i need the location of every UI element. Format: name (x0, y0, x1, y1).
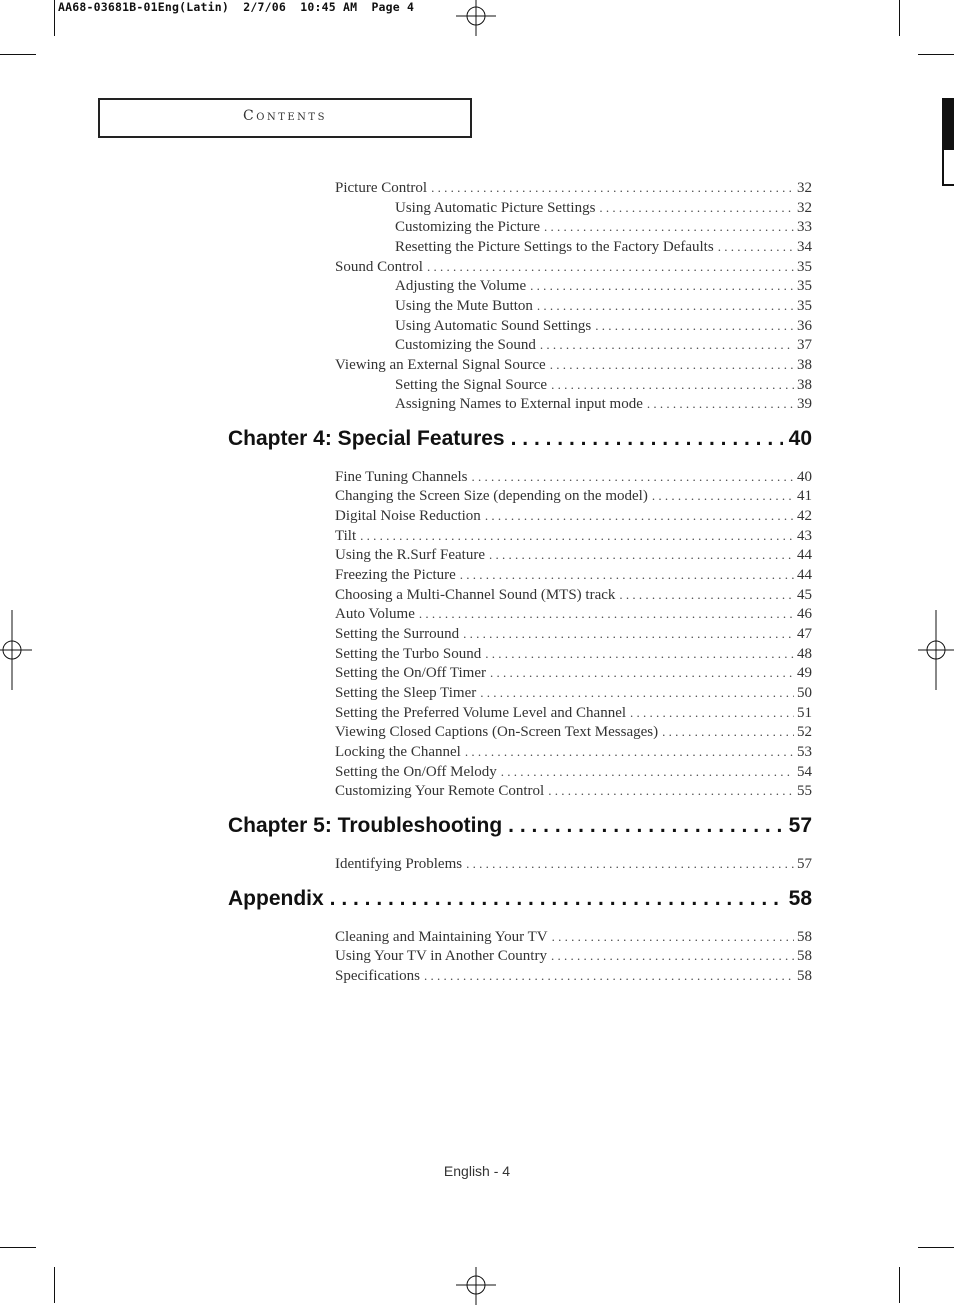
toc-page-number: 32 (797, 180, 812, 196)
toc-page-number: 33 (797, 219, 812, 236)
dot-leader (599, 200, 794, 216)
toc-entry-label: Locking the Channel (335, 743, 461, 760)
toc-entry-label: Setting the On/Off Timer (335, 665, 486, 682)
toc-page-number: 32 (797, 199, 812, 216)
chapter-heading[interactable] (228, 814, 812, 844)
toc-entry-label: Using Your TV in Another Country (335, 948, 547, 965)
chapter-title: Chapter 5: Troubleshooting (228, 813, 503, 837)
dot-leader (511, 427, 783, 451)
toc-entry-label: Using Automatic Picture Settings (395, 199, 596, 216)
toc-entry-label: Adjusting the Volume (395, 278, 527, 295)
dot-leader (537, 298, 794, 314)
dot-leader (472, 469, 794, 485)
toc-page-number: 58 (797, 967, 812, 984)
toc-page-number: 49 (797, 665, 812, 682)
toc-entry-label: Resetting the Picture Settings to the Factory Defaults (395, 238, 714, 255)
toc-entry[interactable] (335, 685, 812, 705)
toc-entry-label: Cleaning and Maintaining Your TV (335, 928, 548, 945)
toc-entry[interactable] (335, 929, 812, 949)
toc-entry-label: Identifying Problems (335, 855, 463, 872)
toc-entry[interactable] (335, 626, 812, 646)
toc-entry[interactable] (335, 469, 812, 489)
toc-entry-label: Setting the Turbo Sound (335, 645, 482, 662)
dot-leader (630, 705, 794, 721)
dot-leader (662, 724, 794, 740)
dot-leader (647, 396, 794, 412)
crop-mark (54, 0, 55, 36)
registration-mark-icon (916, 610, 954, 690)
toc-entry-label: Using the R.Surf Feature (335, 547, 485, 564)
chapter-title: Chapter 4: Special Features (228, 426, 505, 450)
dot-leader (489, 547, 794, 563)
chapter-page-number: 58 (788, 886, 812, 910)
chapter-page-number: 57 (788, 813, 812, 837)
toc-entry-label: Assigning Names to External input mode (395, 396, 643, 413)
dot-leader (718, 239, 794, 255)
toc-entry-label: Freezing the Picture (335, 567, 456, 584)
toc-entry[interactable] (335, 259, 812, 279)
toc-page-number: 45 (797, 586, 812, 603)
toc-entry[interactable] (335, 783, 812, 803)
toc-entry-label: Using the Mute Button (395, 297, 533, 314)
toc-entry[interactable] (335, 606, 812, 626)
toc-entry-label: Setting the Preferred Volume Level and Channel (335, 704, 627, 721)
dot-leader (540, 337, 794, 353)
dot-leader (419, 606, 794, 622)
toc-entry-label: Customizing Your Remote Control (335, 783, 545, 800)
toc-entry[interactable] (335, 705, 812, 725)
toc-page-number: 47 (797, 626, 812, 642)
toc-subentry[interactable] (395, 298, 812, 318)
toc-subentry[interactable] (395, 396, 812, 416)
toc-page-number: 42 (797, 508, 812, 525)
dot-leader (466, 856, 794, 872)
toc-entry[interactable] (335, 856, 812, 876)
toc-entry[interactable] (335, 968, 812, 988)
toc-subentry[interactable] (395, 337, 812, 357)
dot-leader (330, 887, 783, 911)
toc-page-number: 41 (797, 488, 812, 505)
toc-page-number: 40 (797, 468, 812, 485)
toc-page-number: 58 (797, 928, 812, 945)
toc-subentry[interactable] (395, 239, 812, 259)
toc-page-number: 38 (797, 356, 812, 373)
toc-entry-label: Specifications (335, 967, 420, 984)
toc-page-number: 35 (797, 278, 812, 295)
dot-leader (550, 357, 794, 373)
chapter-tab (942, 98, 954, 150)
toc-entry[interactable] (335, 948, 812, 968)
page-title: Contents (243, 108, 327, 124)
crop-mark (918, 1247, 954, 1248)
toc-page-number: 39 (797, 396, 812, 413)
dot-leader (548, 783, 794, 799)
registration-mark-icon (0, 610, 36, 690)
toc-entry[interactable] (335, 724, 812, 744)
crop-mark (918, 54, 954, 55)
toc-entry-label: Changing the Screen Size (depending on the model) (335, 488, 648, 505)
dot-leader (431, 180, 794, 196)
toc-subentry[interactable] (395, 200, 812, 220)
dot-leader (360, 528, 794, 544)
registration-mark-icon (456, 1265, 496, 1305)
dot-leader (619, 587, 794, 603)
toc-page-number: 51 (797, 704, 812, 721)
crop-mark (899, 1267, 900, 1303)
toc-entry[interactable] (335, 528, 812, 548)
dot-leader (460, 567, 794, 583)
toc-entry-label: Viewing Closed Captions (On-Screen Text Messages) (335, 724, 659, 741)
toc-page-number: 53 (797, 743, 812, 760)
chapter-heading[interactable] (228, 427, 812, 457)
toc-entry[interactable] (335, 508, 812, 528)
crop-mark (54, 1267, 55, 1303)
toc-entry-label: Viewing an External Signal Source (335, 356, 546, 373)
toc-entry[interactable] (335, 744, 812, 764)
registration-mark-icon (456, 0, 496, 38)
toc-page-number: 34 (797, 238, 812, 255)
toc-page-number: 48 (797, 645, 812, 662)
dot-leader (501, 764, 794, 780)
toc-entry-label: Setting the Sleep Timer (335, 684, 477, 701)
toc-entry-label: Setting the Surround (335, 626, 460, 642)
dot-leader (490, 665, 794, 681)
chapter-heading[interactable] (228, 887, 812, 917)
chapter-tab-outline (942, 150, 954, 186)
toc-entry-label: Tilt (335, 527, 357, 544)
dot-leader (463, 626, 794, 642)
dot-leader (480, 685, 794, 701)
crop-mark (0, 54, 36, 55)
dot-leader (508, 814, 782, 838)
toc-page-number: 58 (797, 948, 812, 965)
dot-leader (544, 219, 794, 235)
toc-entry[interactable] (335, 357, 812, 377)
toc-entry[interactable] (335, 180, 812, 200)
toc-entry-label: Fine Tuning Channels (335, 468, 468, 485)
toc-page-number: 46 (797, 606, 812, 623)
toc-page-number: 43 (797, 527, 812, 544)
toc-subentry[interactable] (395, 219, 812, 239)
dot-leader (424, 968, 794, 984)
toc-entry-label: Choosing a Multi-Channel Sound (MTS) track (335, 586, 616, 603)
toc-entry[interactable] (335, 488, 812, 508)
toc-entry-label: Sound Control (335, 258, 423, 275)
toc-entry[interactable] (335, 547, 812, 567)
dot-leader (551, 377, 794, 393)
contents-header-box (98, 98, 472, 138)
toc-entry[interactable] (335, 587, 812, 607)
crop-mark (899, 0, 900, 36)
toc-entry[interactable] (335, 665, 812, 685)
toc-page-number: 38 (797, 376, 812, 393)
dot-leader (485, 646, 794, 662)
toc-entry[interactable] (335, 646, 812, 666)
toc-page-number: 44 (797, 567, 812, 584)
toc-entry-label: Picture Control (335, 180, 428, 196)
toc-entry-label: Setting the Signal Source (395, 376, 548, 393)
chapter-page-number: 40 (788, 426, 812, 450)
toc-subentry[interactable] (395, 377, 812, 397)
toc-entry-label: Digital Noise Reduction (335, 508, 481, 525)
chapter-title: Appendix (228, 886, 324, 910)
toc-page-number: 50 (797, 684, 812, 701)
toc-entry-label: Setting the On/Off Melody (335, 763, 497, 780)
page-footer: English - 4 (443, 1163, 511, 1179)
dot-leader (652, 488, 794, 504)
toc-page-number: 52 (797, 724, 812, 741)
dot-leader (465, 744, 794, 760)
dot-leader (530, 278, 794, 294)
toc-subentry[interactable] (395, 318, 812, 338)
toc-entry[interactable] (335, 764, 812, 784)
toc-page-number: 54 (797, 763, 812, 780)
toc-entry-label: Auto Volume (335, 606, 415, 623)
toc-entry-label: Customizing the Picture (395, 219, 540, 236)
printer-slug: AA68-03681B-01Eng(Latin) 2/7/06 10:45 AM Page 4 (58, 0, 415, 14)
toc-entry[interactable] (335, 567, 812, 587)
toc-page-number: 35 (797, 258, 812, 275)
toc-entry-label: Customizing the Sound (395, 337, 536, 354)
crop-mark (0, 1247, 36, 1248)
dot-leader (427, 259, 794, 275)
toc-page-number: 36 (797, 317, 812, 334)
dot-leader (551, 948, 794, 964)
dot-leader (552, 929, 794, 945)
toc-page-number: 57 (797, 855, 812, 872)
toc-entry-label: Using Automatic Sound Settings (395, 317, 592, 334)
toc-page-number: 55 (797, 783, 812, 800)
toc-page-number: 37 (797, 337, 812, 354)
dot-leader (485, 508, 794, 524)
toc-subentry[interactable] (395, 278, 812, 298)
toc-page-number: 35 (797, 297, 812, 314)
dot-leader (595, 318, 794, 334)
toc-page-number: 44 (797, 547, 812, 564)
